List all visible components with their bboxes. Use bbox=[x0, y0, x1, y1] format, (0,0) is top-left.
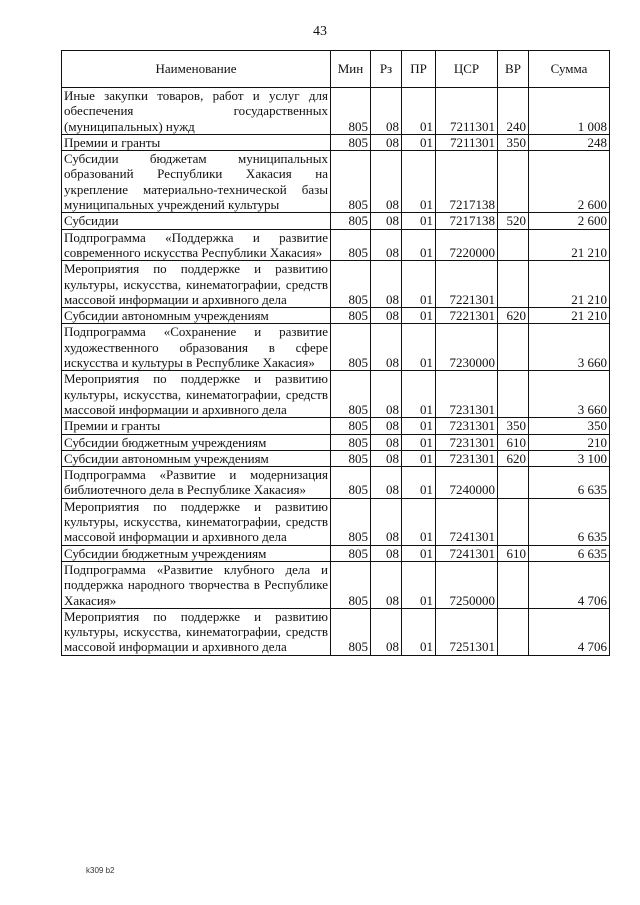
cell-csr: 7231301 bbox=[436, 418, 498, 434]
cell-pr: 01 bbox=[402, 450, 436, 466]
cell-csr: 7220000 bbox=[436, 229, 498, 261]
column-header-rz: Рз bbox=[371, 51, 402, 88]
cell-rz: 08 bbox=[371, 434, 402, 450]
cell-pr: 01 bbox=[402, 418, 436, 434]
cell-name: Подпрограмма «Развитие клубного дела и поддержка народного творчества в Республике Хакасия» bbox=[62, 561, 331, 608]
cell-csr: 7230000 bbox=[436, 324, 498, 371]
cell-min: 805 bbox=[331, 261, 371, 308]
cell-rz: 08 bbox=[371, 498, 402, 545]
cell-name: Мероприятия по поддержке и развитию культуры, искусства, кинематографии, средств массовой информации и архивного дела bbox=[62, 608, 331, 655]
table-row bbox=[62, 88, 610, 135]
cell-pr: 01 bbox=[402, 467, 436, 499]
cell-rz: 08 bbox=[371, 308, 402, 324]
cell-min: 805 bbox=[331, 498, 371, 545]
cell-csr: 7251301 bbox=[436, 608, 498, 655]
cell-min: 805 bbox=[331, 308, 371, 324]
column-header-pr: ПР bbox=[402, 51, 436, 88]
cell-sum: 2 600 bbox=[529, 151, 610, 213]
cell-rz: 08 bbox=[371, 134, 402, 150]
cell-sum: 21 210 bbox=[529, 229, 610, 261]
cell-csr: 7211301 bbox=[436, 134, 498, 150]
cell-min: 805 bbox=[331, 467, 371, 499]
column-header-vr: ВР bbox=[498, 51, 529, 88]
table-row bbox=[62, 213, 610, 229]
cell-csr: 7217138 bbox=[436, 213, 498, 229]
cell-sum: 2 600 bbox=[529, 213, 610, 229]
cell-name: Субсидии бюджетным учреждениям bbox=[62, 434, 331, 450]
table-row bbox=[62, 261, 610, 308]
cell-csr: 7241301 bbox=[436, 498, 498, 545]
cell-csr: 7211301 bbox=[436, 88, 498, 135]
cell-pr: 01 bbox=[402, 498, 436, 545]
cell-rz: 08 bbox=[371, 324, 402, 371]
cell-rz: 08 bbox=[371, 261, 402, 308]
table-row bbox=[62, 467, 610, 499]
cell-sum: 21 210 bbox=[529, 261, 610, 308]
table-row bbox=[62, 418, 610, 434]
cell-min: 805 bbox=[331, 213, 371, 229]
cell-pr: 01 bbox=[402, 151, 436, 213]
cell-vr bbox=[498, 608, 529, 655]
cell-vr: 350 bbox=[498, 134, 529, 150]
cell-rz: 08 bbox=[371, 450, 402, 466]
cell-csr: 7221301 bbox=[436, 261, 498, 308]
table-row bbox=[62, 561, 610, 608]
cell-rz: 08 bbox=[371, 229, 402, 261]
cell-min: 805 bbox=[331, 88, 371, 135]
cell-pr: 01 bbox=[402, 88, 436, 135]
page-number: 43 bbox=[313, 24, 327, 39]
cell-pr: 01 bbox=[402, 608, 436, 655]
cell-sum: 248 bbox=[529, 134, 610, 150]
table-row bbox=[62, 134, 610, 150]
table-row bbox=[62, 434, 610, 450]
cell-csr: 7221301 bbox=[436, 308, 498, 324]
cell-name: Мероприятия по поддержке и развитию культуры, искусства, кинематографии, средств массовой информации и архивного дела bbox=[62, 261, 331, 308]
cell-sum: 4 706 bbox=[529, 608, 610, 655]
cell-name: Субсидии автономным учреждениям bbox=[62, 308, 331, 324]
cell-name: Субсидии автономным учреждениям bbox=[62, 450, 331, 466]
cell-pr: 01 bbox=[402, 308, 436, 324]
cell-name: Субсидии бюджетам муниципальных образований Республики Хакасия на укрепление материально-технической базы муниципальных учреждений культуры bbox=[62, 151, 331, 213]
table-row bbox=[62, 324, 610, 371]
cell-pr: 01 bbox=[402, 371, 436, 418]
cell-name: Премии и гранты bbox=[62, 134, 331, 150]
cell-min: 805 bbox=[331, 561, 371, 608]
cell-sum: 6 635 bbox=[529, 545, 610, 561]
cell-name: Субсидии bbox=[62, 213, 331, 229]
cell-min: 805 bbox=[331, 608, 371, 655]
cell-vr bbox=[498, 371, 529, 418]
cell-sum: 21 210 bbox=[529, 308, 610, 324]
table-row bbox=[62, 450, 610, 466]
table-row bbox=[62, 151, 610, 213]
cell-csr: 7217138 bbox=[436, 151, 498, 213]
cell-min: 805 bbox=[331, 450, 371, 466]
cell-min: 805 bbox=[331, 134, 371, 150]
cell-rz: 08 bbox=[371, 418, 402, 434]
table-body bbox=[62, 88, 610, 656]
column-header-csr: ЦСР bbox=[436, 51, 498, 88]
cell-pr: 01 bbox=[402, 545, 436, 561]
cell-pr: 01 bbox=[402, 213, 436, 229]
cell-csr: 7241301 bbox=[436, 545, 498, 561]
table-row bbox=[62, 545, 610, 561]
cell-rz: 08 bbox=[371, 88, 402, 135]
cell-sum: 3 100 bbox=[529, 450, 610, 466]
table-row bbox=[62, 608, 610, 655]
cell-csr: 7231301 bbox=[436, 371, 498, 418]
cell-rz: 08 bbox=[371, 467, 402, 499]
cell-sum: 6 635 bbox=[529, 498, 610, 545]
cell-min: 805 bbox=[331, 371, 371, 418]
cell-vr: 620 bbox=[498, 450, 529, 466]
cell-vr bbox=[498, 498, 529, 545]
cell-rz: 08 bbox=[371, 545, 402, 561]
table-header-row bbox=[62, 51, 610, 88]
cell-pr: 01 bbox=[402, 261, 436, 308]
cell-pr: 01 bbox=[402, 434, 436, 450]
cell-sum: 4 706 bbox=[529, 561, 610, 608]
cell-vr bbox=[498, 324, 529, 371]
cell-rz: 08 bbox=[371, 151, 402, 213]
cell-pr: 01 bbox=[402, 229, 436, 261]
cell-min: 805 bbox=[331, 324, 371, 371]
cell-vr: 620 bbox=[498, 308, 529, 324]
cell-sum: 3 660 bbox=[529, 324, 610, 371]
cell-rz: 08 bbox=[371, 213, 402, 229]
cell-csr: 7240000 bbox=[436, 467, 498, 499]
cell-min: 805 bbox=[331, 418, 371, 434]
column-header-sum: Сумма bbox=[529, 51, 610, 88]
cell-pr: 01 bbox=[402, 134, 436, 150]
cell-vr: 610 bbox=[498, 545, 529, 561]
cell-rz: 08 bbox=[371, 371, 402, 418]
cell-name: Премии и гранты bbox=[62, 418, 331, 434]
cell-pr: 01 bbox=[402, 324, 436, 371]
column-header-name: Наименование bbox=[62, 51, 331, 88]
cell-min: 805 bbox=[331, 434, 371, 450]
cell-csr: 7250000 bbox=[436, 561, 498, 608]
cell-name: Подпрограмма «Поддержка и развитие современного искусства Республики Хакасия» bbox=[62, 229, 331, 261]
cell-min: 805 bbox=[331, 545, 371, 561]
cell-vr bbox=[498, 561, 529, 608]
cell-pr: 01 bbox=[402, 561, 436, 608]
table-row bbox=[62, 308, 610, 324]
column-header-min: Мин bbox=[331, 51, 371, 88]
cell-rz: 08 bbox=[371, 561, 402, 608]
cell-vr bbox=[498, 229, 529, 261]
cell-name: Субсидии бюджетным учреждениям bbox=[62, 545, 331, 561]
cell-sum: 1 008 bbox=[529, 88, 610, 135]
cell-vr: 350 bbox=[498, 418, 529, 434]
cell-name: Мероприятия по поддержке и развитию культуры, искусства, кинематографии, средств массовой информации и архивного дела bbox=[62, 498, 331, 545]
cell-sum: 210 bbox=[529, 434, 610, 450]
cell-name: Мероприятия по поддержке и развитию культуры, искусства, кинематографии, средств массовой информации и архивного дела bbox=[62, 371, 331, 418]
table-row bbox=[62, 229, 610, 261]
cell-sum: 6 635 bbox=[529, 467, 610, 499]
cell-name: Подпрограмма «Развитие и модернизация библиотечного дела в Республике Хакасия» bbox=[62, 467, 331, 499]
table-row bbox=[62, 371, 610, 418]
cell-name: Иные закупки товаров, работ и услуг для обеспечения государственных (муниципальных) нужд bbox=[62, 88, 331, 135]
cell-min: 805 bbox=[331, 151, 371, 213]
cell-vr bbox=[498, 467, 529, 499]
cell-vr: 610 bbox=[498, 434, 529, 450]
footer-code: k309 b2 bbox=[86, 866, 115, 875]
cell-vr bbox=[498, 151, 529, 213]
cell-vr: 240 bbox=[498, 88, 529, 135]
cell-csr: 7231301 bbox=[436, 450, 498, 466]
cell-min: 805 bbox=[331, 229, 371, 261]
cell-sum: 350 bbox=[529, 418, 610, 434]
table-row bbox=[62, 498, 610, 545]
cell-name: Подпрограмма «Сохранение и развитие художественного образования в сфере искусства и культуры в Республике Хакасия» bbox=[62, 324, 331, 371]
cell-sum: 3 660 bbox=[529, 371, 610, 418]
cell-vr: 520 bbox=[498, 213, 529, 229]
budget-table bbox=[61, 50, 610, 656]
cell-csr: 7231301 bbox=[436, 434, 498, 450]
cell-rz: 08 bbox=[371, 608, 402, 655]
cell-vr bbox=[498, 261, 529, 308]
